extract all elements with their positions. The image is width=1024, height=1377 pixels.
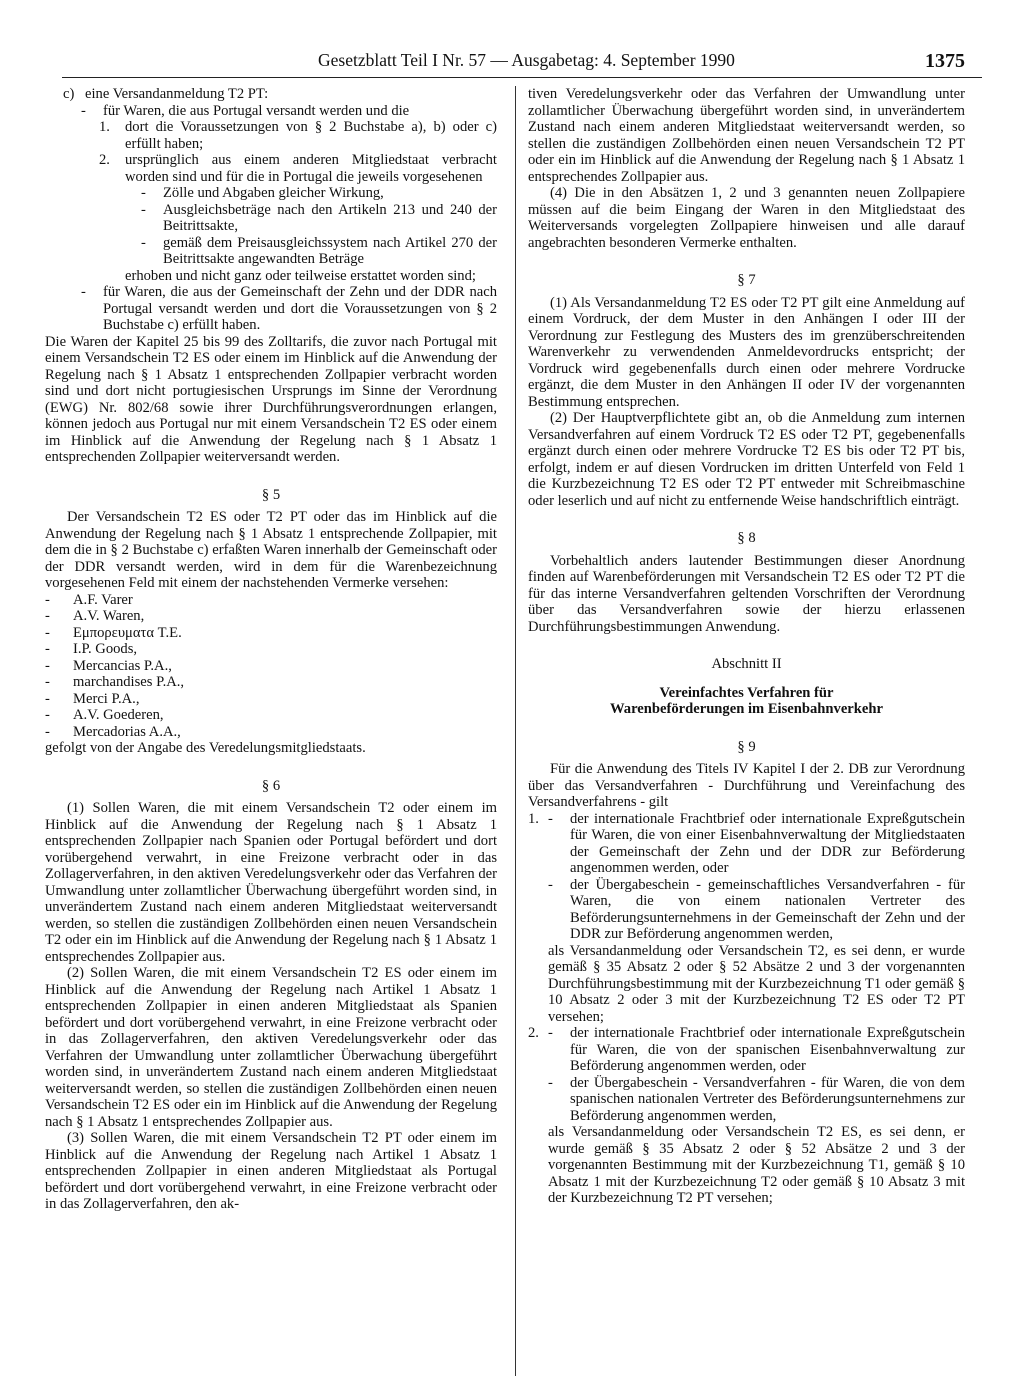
vermerke-list [45, 592, 497, 741]
paragraph: tiven Veredelungsverkehr oder das Verfahren der Umwandlung unter zollamtlicher Überwachung übergeführt worden sind, in unverändertem Zustand nach einem anderen Mitgliedstaat weiterversandt werden, so stellen die zuständigen Zollbehörden einen neuen Versandschein T2 PT oder ein im Hinblick auf die Anwendung der Regelung nach § 1 Absatz 1 entsprechendes Zollpapier aus. [528, 86, 965, 185]
list-text: für Waren, die aus der Gemeinschaft der Zehn und der DDR nach Portugal versandt werden und dort die Voraussetzungen von § 2 Buchstabe c) erfüllt haben. [103, 284, 497, 333]
vermerk-text: A.F. Varer [73, 591, 133, 608]
list-text: für Waren, die aus Portugal versandt werden und die [103, 102, 410, 119]
list-text: der internationale Frachtbrief oder internationale Expreßgutschein für Waren, die von der spanischen Eisenbahnverwaltung zur Beförderung angenommen werden, oder [570, 1025, 965, 1074]
dash-marker: - [45, 707, 50, 723]
dash-marker: - [81, 102, 86, 119]
dash-marker: - [548, 810, 553, 827]
dash-marker: - [45, 641, 50, 657]
section-heading-9: § 9 [737, 738, 756, 755]
list-item-dash [528, 877, 965, 943]
section-heading-7: § 7 [737, 272, 756, 288]
list-item [45, 691, 497, 708]
page-number: 1375 [925, 50, 965, 72]
dash-marker: - [45, 591, 50, 608]
list-item-2 [45, 152, 497, 185]
vermerk-text: Merci P.A., [73, 690, 140, 707]
paragraph: Der Versandschein T2 ES oder T2 PT oder das im Hinblick auf die Anwendung der Regelung nach § 1 Absatz 1 entsprechende Zollpapier, mit dem die in § 2 Buchstabe c) erfaßten Waren innerhalb der Gemeinschaft oder der DDR versandt werden, wird in dem für die Warenbezeichnung vorgesehenen Feld mit einem der nachstehenden Vermerke versehen: [45, 509, 497, 591]
list-item-dash [45, 103, 497, 120]
chapter-title-line2: Warenbeförderungen im Eisenbahnverkehr [610, 701, 883, 717]
list-item [45, 658, 497, 675]
list-item-c [45, 86, 497, 103]
dash-marker: - [141, 185, 146, 201]
dash-marker: - [45, 657, 50, 674]
list-item-dash [45, 284, 497, 334]
paragraph: (1) Als Versandanmeldung T2 ES oder T2 PT gilt eine Anmeldung auf einem Vordruck, der dem Muster in den Anhängen I oder III der Verordnung zur Festlegung des Musters des im grenzüberschreitenden Warenverkehr zu verwendenden Anmeldevordrucks entspricht; der Vordruck wird gegebenenfalls durch einen oder mehrere Vordrucke ergänzt, die dem Muster in den Anhängen II oder IV der vorgenannten Bestimmung entsprechen. [528, 294, 965, 410]
paragraph: Für die Anwendung des Titels IV Kapitel I der 2. DB zur Verordnung über das Versandverfahren - Durchführung und Vereinfachung des Versandverfahrens - gilt [528, 761, 965, 810]
list-marker: c) [63, 86, 75, 102]
vermerk-text: I.P. Goods, [73, 641, 138, 657]
list-text: gemäß dem Preisausgleichssystem nach Artikel 270 der Beitrittsakte angewandten Beträge [163, 234, 497, 267]
dash-marker: - [141, 201, 146, 218]
vermerk-text: A.V. Goederen, [73, 707, 164, 723]
list-item-1 [45, 119, 497, 152]
vermerk-text: Mercadorias A.A., [73, 723, 181, 740]
list-marker: 2. [99, 152, 110, 168]
paragraph: Die Waren der Kapitel 25 bis 99 des Zolltarifs, die zuvor nach Portugal mit einem Versandschein T2 ES oder einem im Hinblick auf die Anwendung der Regelung nach § 1 Absatz 1 entsprechenden Zollpapier verbracht worden sind und dort nicht portugiesischen Ursprungs im Sinne der Verordnung (EWG) Nr. 802/68 sowie ihrer Durchführungsverordnungen erlangen, können jedoch aus Portugal nur mit einem Versandschein T2 ES oder einem im Hinblick auf die Anwendung der Regelung nach § 1 Absatz 1 entsprechenden Zollpapier weiterversandt werden. [45, 333, 497, 465]
list-item-dash [45, 202, 497, 235]
dash-marker: - [141, 234, 146, 251]
paragraph: (1) Sollen Waren, die mit einem Versandschein T2 oder einem im Hinblick auf die Anwendung der Regelung nach § 1 Absatz 1 entsprechenden Zollpapier nach Spanien oder Portugal befördert und dort vorübergehend verwahrt, in eine Freizone verbracht oder in das Zollagerverfahren, in den aktiven Veredelungsverkehr oder das Verfahren der Umwandlung unter zollamtlicher Überwachung übergeführt worden sind, in unverändertem Zustand nach einem anderen Mitgliedstaat weiterversandt werden, so stellen die zuständigen Zollbehörden einen neuen Versandschein T2 oder ein im Hinblick auf die Anwendung der Regelung nach § 1 Absatz 1 entsprechendes Zollpapier aus. [45, 800, 497, 965]
list-continuation: als Versandanmeldung oder Versandschein T2 ES, es sei denn, er wurde gemäß § 35 Absatz 2 oder § 52 Absätze 2 und 3 der vorgenannten Bestimmung mit der Kurzbezeichnung T1, gemäß § 10 Absatz 1 mit der Kurzbezeichnung T2 oder gemäß § 10 Absatz 3 mit der Kurzbezeichnung T2 PT versehen; [548, 1124, 965, 1206]
right-column [528, 86, 965, 1207]
list-item-1 [528, 811, 965, 877]
dash-marker: - [45, 723, 50, 740]
dash-marker: - [45, 674, 50, 690]
column-divider [515, 86, 516, 1376]
abschnitt-heading: Abschnitt II [711, 656, 782, 672]
list-item-dash [45, 185, 497, 202]
list-item-dash [45, 235, 497, 268]
list-text: Zölle und Abgaben gleicher Wirkung, [163, 185, 384, 201]
list-item [45, 641, 497, 658]
vermerk-text: Mercancias P.A., [73, 657, 172, 674]
list-text: eine Versandanmeldung T2 PT: [85, 86, 269, 102]
paragraph: (3) Sollen Waren, die mit einem Versandschein T2 PT oder einem im Hinblick auf die Anwendung der Regelung nach Artikel 1 Absatz 1 entsprechenden Zollpapier in einen anderen Mitgliedstaat als Portugal befördert und dort vorübergehend verwahrt, in eine Freizone verbracht oder in das Zollagerverfahren, den ak- [45, 1130, 497, 1212]
paragraph: (2) Der Hauptverpflichtete gibt an, ob die Anmeldung zum internen Versandverfahren auf einem Vordruck T2 ES oder T2 PT, gegebenenfalls ergänzt durch einen oder mehrere Vordrucke T2 ES bis oder T2 PT bis, erfolgt, indem er auf diesen Vordrucken im dritten Unterfeld von Feld 1 die Kurzbezeichnung T2 ES oder T2 PT entweder mit Schreibmaschine oder leserlich und auf nicht zu entfernende Weise handschriftlich einträgt. [528, 410, 965, 509]
paragraph: Vorbehaltlich anders lautender Bestimmungen dieser Anordnung finden auf Warenbeförderungen mit Versandschein T2 ES oder T2 PT die für das interne Versandverfahren geltenden Vorschriften der Verordnung über das Versandverfahren sowie der hierzu erlassenen Durchführungsbestimmungen Anwendung. [528, 552, 965, 635]
list-text: der Übergabeschein - gemeinschaftliches Versandverfahren - für Waren, die von einem nationalen Vertreter des Beförderungsunternehmens in der Gemeinschaft der Zehn und der DDR zur Beförderung angenommen werden, [570, 876, 965, 942]
paragraph: gefolgt von der Angabe des Veredelungsmitgliedstaats. [45, 740, 366, 756]
dash-marker: - [548, 876, 553, 893]
header-title: Gesetzblatt Teil I Nr. 57 — Ausgabetag: 4. September 1990 [318, 50, 735, 70]
header-rule [62, 77, 982, 78]
list-continuation: als Versandanmeldung oder Versandschein T2, es sei denn, er wurde gemäß § 35 Absatz 2 oder § 52 Absätze 2 und 3 der vorgenannten Durchführungsbestimmung mit der Kurzbezeichnung T1 oder gemäß § 10 Absatz 2 oder 3 mit der Kurzbezeichnung T2 ES oder T2 PT versehen; [548, 942, 965, 1025]
vermerk-text: marchandises P.A., [73, 674, 185, 690]
dash-marker: - [45, 624, 50, 641]
list-item [45, 724, 497, 741]
chapter-title-line1: Vereinfachtes Verfahren für [659, 684, 834, 701]
list-item [45, 707, 497, 724]
page-header [0, 0, 1024, 80]
section-heading-5: § 5 [261, 486, 281, 503]
list-marker: 2. [528, 1025, 539, 1041]
list-text: ursprünglich aus einem anderen Mitgliedstaat verbracht worden sind und für die in Portugal die jeweils vorgesehenen [125, 152, 497, 185]
section-heading-8: § 8 [737, 530, 756, 546]
list-text: Ausgleichsbeträge nach den Artikeln 213 und 240 der Beitrittsakte, [163, 201, 497, 234]
list-item [45, 608, 497, 625]
dash-marker: - [81, 284, 86, 300]
list-item [45, 592, 497, 609]
list-item-2 [528, 1025, 965, 1075]
list-item [45, 674, 497, 691]
list-item-dash [528, 1075, 965, 1125]
left-column [45, 86, 497, 1213]
paragraph: (2) Sollen Waren, die mit einem Versandschein T2 ES oder einem im Hinblick auf die Anwendung der Regelung nach Artikel 1 Absatz 1 entsprechenden Zollpapier in einen anderen Mitgliedstaat als Spanien befördert und dort vorübergehend verwahrt, in eine Freizone verbracht oder in das Zollagerverfahren, den aktiven Veredelungsverkehr oder das Verfahren der Umwandlung unter zollamtlicher Überwachung übergeführt worden sind, in unverändertem Zustand nach einem anderen Mitgliedstaat weiterversandt werden, so stellen die zuständigen Zollbehörden einen neuen Versandschein T2 ES oder ein im Hinblick auf die Anwendung der Regelung nach § 1 Absatz 1 entsprechendes Zollpapier aus. [45, 965, 497, 1130]
list-continuation: erhoben und nicht ganz oder teilweise erstattet worden sind; [125, 267, 476, 284]
list-marker: 1. [528, 810, 539, 827]
dash-marker: - [548, 1074, 553, 1091]
list-text: der Übergabeschein - Versandverfahren - für Waren, die von dem spanischen nationalen Vertreter des Beförderungsunternehmens zur Beförderung angenommen werden, [570, 1074, 965, 1124]
list-text: der internationale Frachtbrief oder internationale Expreßgutschein für Waren, die von einer Eisenbahnverwaltung der Mitgliedstaaten der Gemeinschaft der Zehn und der DDR zur Beförderung angenommen werden, oder [570, 810, 965, 876]
dash-marker: - [45, 608, 50, 624]
paragraph: (4) Die in den Absätzen 1, 2 und 3 genannten neuen Zollpapiere müssen auf die beim Eingang der Waren in den Mitgliedstaat des Weiterversands vorgelegten Zollpapiere hinweisen und alle darauf angebrachten besonderen Vermerke enthalten. [528, 185, 965, 251]
dash-marker: - [45, 690, 50, 707]
list-text: dort die Voraussetzungen von § 2 Buchstabe a), b) oder c) erfüllt haben; [125, 119, 497, 152]
section-heading-6: § 6 [261, 777, 281, 794]
vermerk-text: A.V. Waren, [73, 608, 145, 624]
dash-marker: - [548, 1025, 553, 1041]
list-item [45, 625, 497, 642]
vermerk-text: Εμπορευματα T.E. [73, 624, 182, 641]
list-marker: 1. [99, 119, 110, 135]
